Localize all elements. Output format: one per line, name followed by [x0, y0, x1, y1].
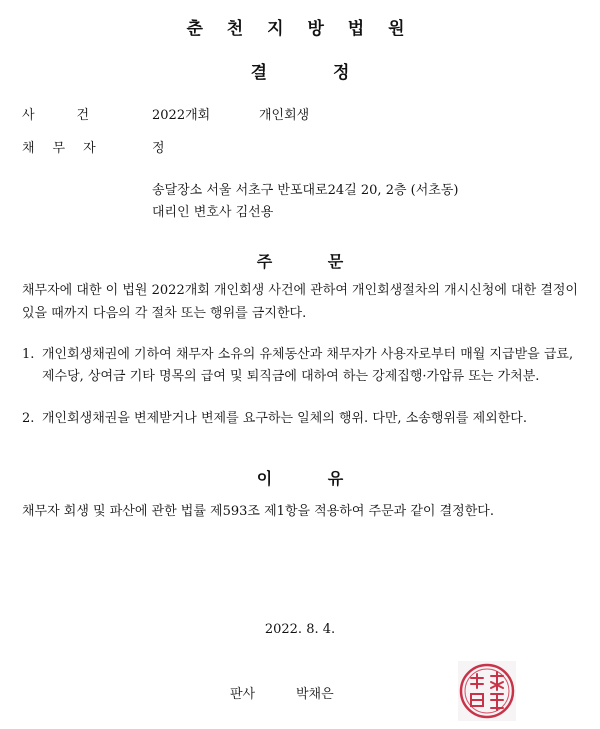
order-item-2	[22, 408, 582, 430]
order-item-text: 개인회생채권에 기하여 채무자 소유의 유체동산과 채무자가 사용자로부터 매월 지급받을 급료, 제수당, 상여금 기타 명목의 급여 및 퇴직금에 대하여 하는 강제집행·가압류 또는 가처분.	[42, 347, 574, 384]
debtor-agent: 대리인 변호사 김선용	[152, 205, 274, 220]
case-type: 개인회생	[259, 108, 310, 123]
order-item-number: 2.	[22, 411, 35, 426]
decision-date: 2022. 8. 4.	[264, 622, 336, 637]
order-item-number: 1.	[22, 347, 35, 362]
debtor-name: 정	[152, 141, 165, 156]
debtor-label: 채무자	[22, 141, 114, 156]
case-number: 2022개회	[152, 108, 211, 123]
case-label: 사건	[22, 108, 132, 123]
reason-heading: 이 유	[256, 469, 344, 488]
reason-text: 채무자 회생 및 파산에 관한 법률 제593조 제1항을 적용하여 주문과 같이 결정한다.	[22, 504, 494, 519]
order-item-text: 개인회생채권을 변제받거나 변제를 요구하는 일체의 행위. 다만, 소송행위를 제외한다.	[42, 411, 527, 426]
order-item-1	[22, 344, 582, 388]
court-name: 춘 천 지 방 법 원	[186, 19, 414, 39]
order-intro: 채무자에 대한 이 법원 2022개회 개인회생 사건에 관하여 개인회생절차의 개시신청에 대한 결정이 있을 때까지 다음의 각 절차 또는 행위를 금지한다.	[22, 283, 578, 321]
judge-title: 판사	[230, 687, 256, 702]
debtor-address: 송달장소 서울 서초구 반포대로24길 20, 2층 (서초동)	[152, 183, 459, 198]
order-heading: 주 문	[256, 252, 344, 271]
document-title: 결 정	[250, 63, 350, 83]
court-seal-icon	[457, 660, 517, 722]
judge-name: 박채은	[296, 687, 334, 702]
